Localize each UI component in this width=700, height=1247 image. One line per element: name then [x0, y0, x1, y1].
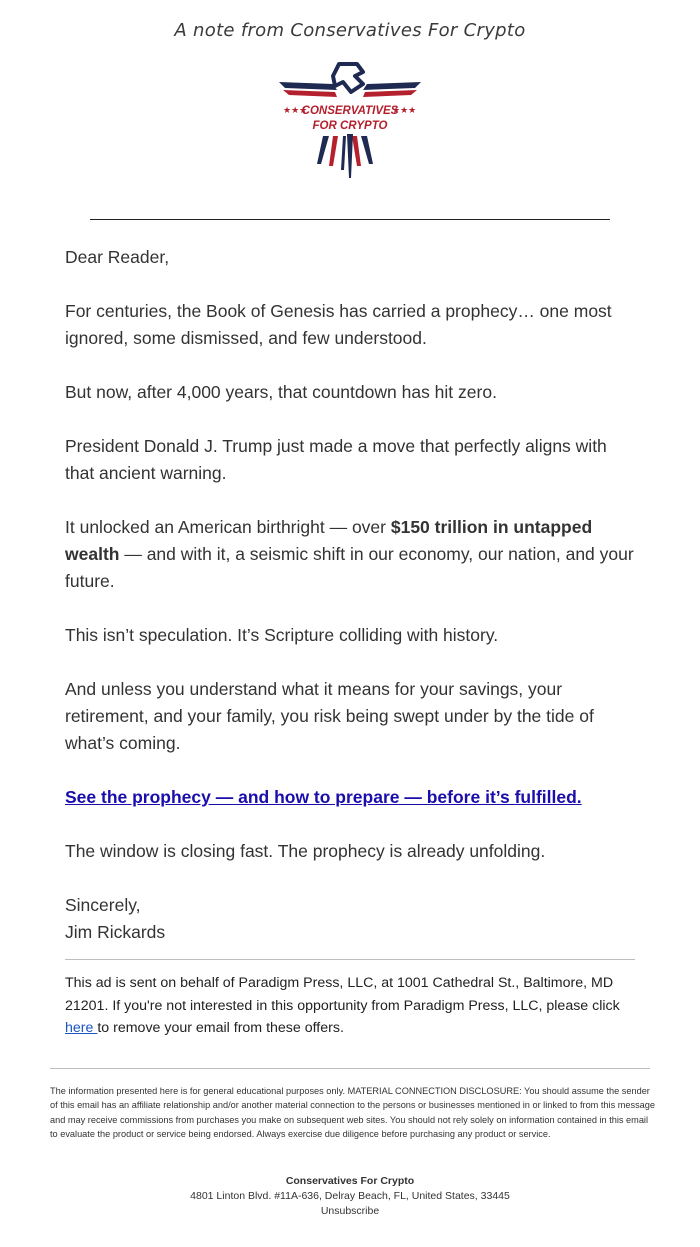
paragraph-2: But now, after 4,000 years, that countdown has hit zero.: [65, 382, 497, 402]
logo-line-2: FOR CRYPTO: [312, 120, 388, 132]
left-wing-icon: [279, 82, 337, 90]
right-wing-icon: [363, 82, 421, 90]
closing: Sincerely,: [65, 895, 141, 915]
sender-notice: [65, 972, 645, 1040]
cta-link[interactable]: See the prophecy — and how to prepare — before it’s fulfilled.: [65, 787, 582, 807]
salutation: Dear Reader,: [65, 247, 170, 267]
paragraph-6: And unless you understand what it means for your savings, your retirement, and your family, you risk being swept under by the tide of what’s coming.: [65, 679, 594, 753]
header-divider: [90, 219, 610, 220]
paragraph-7: The window is closing fast. The prophecy is already unfolding.: [65, 841, 546, 861]
paragraph-4-before: It unlocked an American birthright — over: [65, 517, 391, 537]
company-address: 4801 Linton Blvd. #11A-636, Delray Beach, FL, United States, 33445: [190, 1190, 510, 1202]
sender-notice-text: This ad is sent on behalf of Paradigm Press, LLC, at 1001 Cathedral St., Baltimore, MD 21201. If you're not interested in this opportunity from Paradigm Press, LLC, please click: [65, 975, 620, 1014]
paragraph-1: For centuries, the Book of Genesis has carried a prophecy… one most ignored, some dismissed, and few understood.: [65, 301, 612, 348]
paragraph-4: [65, 514, 640, 595]
disclosure-text: The information presented here is for general educational purposes only. MATERIAL CONNECTION DISCLOSURE: You should assume the sender of this email has an affiliate relationship and/or another material connection to the persons or businesses mentioned in or linked to from this message and may receive commissions from purchases you make on subsequent web sites. You should not rely solely on information contained in this email to evaluate the product or service being endorsed. Always exercise due diligence before purchasing any product or service.: [50, 1086, 656, 1139]
remove-email-link[interactable]: here: [65, 1020, 98, 1036]
unsubscribe-link[interactable]: Unsubscribe: [320, 1205, 380, 1217]
paragraph-5: This isn’t speculation. It’s Scripture colliding with history.: [65, 625, 499, 645]
letter-body: [65, 244, 640, 946]
tail-feathers-icon: [317, 136, 329, 164]
paragraph-3: President Donald J. Trump just made a move that perfectly aligns with that ancient warning.: [65, 436, 607, 483]
paragraph-4-bold: $150 trillion in untapped wealth: [65, 517, 593, 564]
company-name: Conservatives For Crypto: [285, 1175, 415, 1187]
cta-paragraph: [65, 784, 640, 811]
svg-text:★★★: ★★★: [283, 106, 308, 116]
logo-line-1: CONSERVATIVES: [301, 105, 399, 117]
paragraph-4-after: — and with it, a seismic shift in our economy, our nation, and your future.: [65, 544, 634, 591]
footer-divider: [50, 1068, 650, 1069]
header-note: A note from Conservatives For Crypto: [174, 20, 526, 41]
sender-notice-text-end: to remove your email from these offers.: [97, 1020, 344, 1036]
conservatives-for-crypto-logo: [277, 60, 423, 182]
signature: Jim Rickards: [65, 922, 166, 942]
eagle-head-icon: [333, 64, 363, 92]
letter-divider: [65, 959, 635, 960]
svg-text:★★★: ★★★: [392, 106, 417, 116]
company-footer: [0, 1174, 700, 1219]
